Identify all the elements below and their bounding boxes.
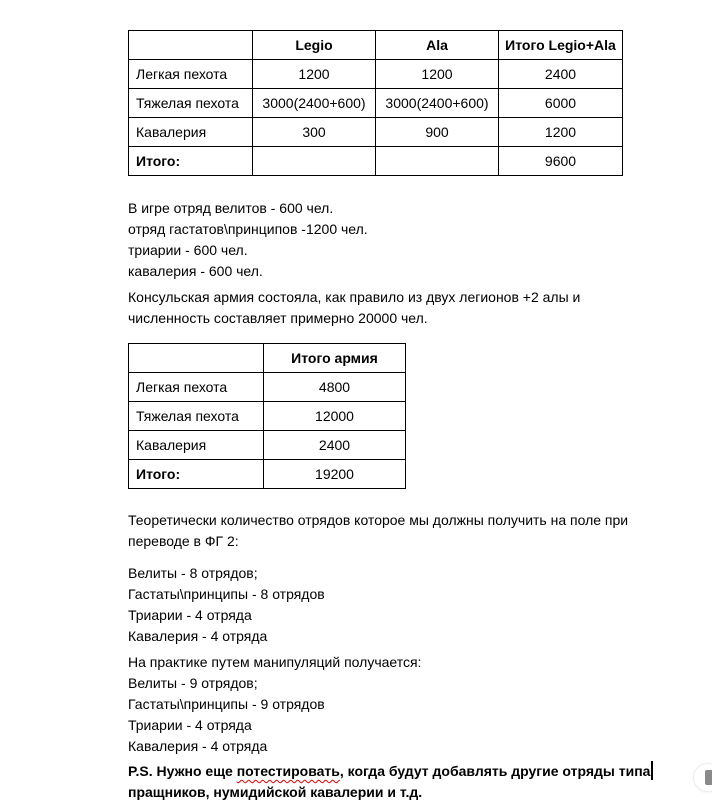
text-line[interactable]: численность составляет примерно 20000 чел. bbox=[128, 310, 428, 326]
table-cell[interactable]: Тяжелая пехота bbox=[129, 89, 253, 118]
table-row bbox=[129, 31, 623, 60]
table1-header-ala[interactable]: Ala bbox=[376, 31, 499, 60]
table-row bbox=[129, 373, 406, 402]
table-cell[interactable]: 2400 bbox=[264, 431, 406, 460]
table-row bbox=[129, 60, 623, 89]
table-cell[interactable]: 6000 bbox=[499, 89, 623, 118]
table-cell[interactable]: 12000 bbox=[264, 402, 406, 431]
table-cell-total-label[interactable]: Итого: bbox=[129, 460, 264, 489]
table-row bbox=[129, 431, 406, 460]
table-cell[interactable]: Тяжелая пехота bbox=[129, 402, 264, 431]
floating-action-button[interactable] bbox=[693, 763, 712, 792]
table2-header-army-total[interactable]: Итого армия bbox=[264, 344, 406, 373]
table-row bbox=[129, 147, 623, 176]
table-cell[interactable]: Легкая пехота bbox=[129, 373, 264, 402]
text-line[interactable]: Теоретически количество отрядов которое мы должны получить на поле при bbox=[128, 512, 629, 528]
text-line[interactable]: Кавалерия - 4 отряда bbox=[128, 628, 268, 644]
ps-prefix: P.S. Нужно еще bbox=[128, 763, 237, 779]
table-row bbox=[129, 402, 406, 431]
text-line[interactable]: переводе в ФГ 2: bbox=[128, 533, 239, 549]
table-cell[interactable]: 1200 bbox=[499, 118, 623, 147]
text-line[interactable]: Триарии - 4 отряда bbox=[128, 717, 252, 733]
text-line[interactable]: На практике путем манипуляций получается: bbox=[128, 654, 422, 670]
paragraph-theory-counts[interactable] bbox=[128, 563, 636, 647]
table-cell[interactable]: 1200 bbox=[376, 60, 499, 89]
paragraph-unit-sizes[interactable] bbox=[128, 198, 636, 282]
table-cell[interactable] bbox=[376, 147, 499, 176]
marker-icon bbox=[705, 770, 712, 785]
text-line[interactable]: триарии - 600 чел. bbox=[128, 242, 248, 258]
table-cell[interactable]: 4800 bbox=[264, 373, 406, 402]
table-cell[interactable]: 3000(2400+600) bbox=[253, 89, 376, 118]
table-row bbox=[129, 118, 623, 147]
paragraph-theory-intro[interactable] bbox=[128, 510, 636, 552]
army-table-total bbox=[128, 343, 406, 489]
text-line[interactable]: Кавалерия - 4 отряда bbox=[128, 738, 268, 754]
ps-rest: , когда будут добавлять другие отряды типа bbox=[339, 763, 651, 779]
text-line[interactable]: Велиты - 8 отрядов; bbox=[128, 565, 258, 581]
table-cell[interactable]: 3000(2400+600) bbox=[376, 89, 499, 118]
table1-header-legio[interactable]: Legio bbox=[253, 31, 376, 60]
table-cell[interactable]: 900 bbox=[376, 118, 499, 147]
paragraph-postscript[interactable] bbox=[128, 761, 651, 803]
text-line[interactable]: кавалерия - 600 чел. bbox=[128, 263, 263, 279]
text-line[interactable]: отряд гастатов\принципов -1200 чел. bbox=[128, 221, 368, 237]
table-cell-grand-total[interactable]: 19200 bbox=[264, 460, 406, 489]
text-line[interactable]: В игре отряд велитов - 600 чел. bbox=[128, 200, 334, 216]
table1-header-total[interactable]: Итого Legio+Ala bbox=[499, 31, 623, 60]
text-caret bbox=[651, 761, 653, 780]
text-line[interactable]: Триарии - 4 отряда bbox=[128, 607, 252, 623]
table1-header-empty[interactable] bbox=[129, 31, 253, 60]
table-row bbox=[129, 344, 406, 373]
table-cell-grand-total[interactable]: 9600 bbox=[499, 147, 623, 176]
document-page[interactable] bbox=[128, 30, 651, 803]
paragraph-practice-counts[interactable] bbox=[128, 652, 636, 757]
table-row bbox=[129, 89, 623, 118]
text-line[interactable]: Гастаты\принципы - 9 отрядов bbox=[128, 696, 325, 712]
text-line[interactable]: Консульская армия состояла, как правило из двух легионов +2 алы и bbox=[128, 289, 581, 305]
table-cell[interactable]: Легкая пехота bbox=[129, 60, 253, 89]
table-cell[interactable]: 2400 bbox=[499, 60, 623, 89]
table2-header-empty[interactable] bbox=[129, 344, 264, 373]
table-cell[interactable]: 300 bbox=[253, 118, 376, 147]
text-line[interactable]: Гастаты\принципы - 8 отрядов bbox=[128, 586, 325, 602]
table-cell[interactable] bbox=[253, 147, 376, 176]
army-table-legio-ala bbox=[128, 30, 623, 176]
text-line[interactable]: пращников, нумидийской кавалерии и т.д. bbox=[128, 784, 423, 800]
table-cell[interactable]: 1200 bbox=[253, 60, 376, 89]
misspelled-word[interactable]: потестировать bbox=[236, 763, 340, 779]
table-cell[interactable]: Кавалерия bbox=[129, 431, 264, 460]
paragraph-consular-army[interactable] bbox=[128, 287, 636, 329]
text-line[interactable] bbox=[128, 761, 651, 782]
text-line[interactable]: Велиты - 9 отрядов; bbox=[128, 675, 258, 691]
table-cell-total-label[interactable]: Итого: bbox=[129, 147, 253, 176]
table-row bbox=[129, 460, 406, 489]
table-cell[interactable]: Кавалерия bbox=[129, 118, 253, 147]
